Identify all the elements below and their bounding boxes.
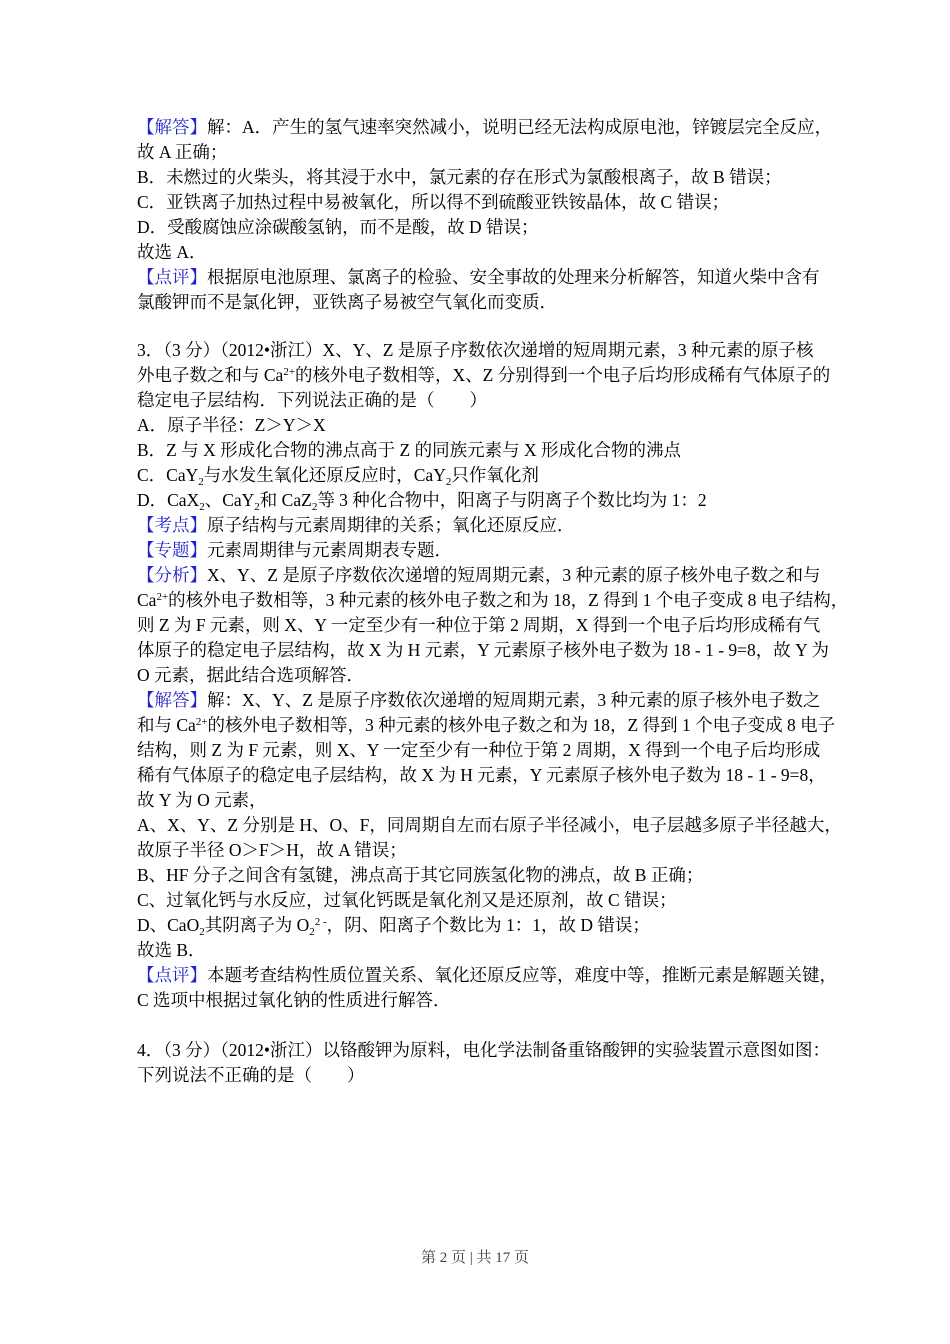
text-run: B．未燃过的火柴头，将其浸于水中，氯元素的存在形式为氯酸根离子，故 B 错误； [137, 167, 782, 187]
q3-answer-text [137, 888, 837, 913]
text-run: B、HF 分子之间含有氢键，沸点高于其它同族氢化物的沸点，故 B 正确； [137, 865, 704, 885]
q2-answer-text [137, 240, 837, 265]
q3-analysis-text [137, 613, 837, 638]
text-run: D．CaX [137, 490, 200, 510]
text-run: 稳定电子层结构．下列说法正确的是（ ） [137, 390, 487, 410]
q3-answer-text [137, 813, 842, 838]
text-run: 下列说法不正确的是（ ） [137, 1065, 365, 1085]
section-label: 【考点】 [137, 515, 207, 535]
q3-option-d [137, 488, 837, 513]
text-run: O 元素，据此结合选项解答． [137, 665, 365, 685]
q3-analysis-text [137, 638, 837, 663]
q2-answer-text [137, 215, 837, 240]
section-label: 【解答】 [137, 690, 207, 710]
text-run: B．Z 与 X 形成化合物的沸点高于 Z 的同族元素与 X 形成化合物的沸点 [137, 440, 681, 460]
text-run: 、CaY [204, 490, 255, 510]
subscript-text: 2 [198, 476, 204, 488]
q3-analysis-text [137, 563, 837, 588]
subscript-text: 2 [254, 501, 260, 513]
q3-analysis-text [137, 663, 837, 688]
text-run: 本题考查结构性质位置关系、氧化还原反应等，难度中等，推断元素是解题关键， [207, 965, 837, 985]
section-label: 【解答】 [137, 117, 207, 137]
text-run: 外电子数之和与 Ca [137, 365, 284, 385]
page-footer [0, 1248, 950, 1268]
text-run: D、CaO [137, 915, 200, 935]
text-run: 的核外电子数相等，3 种元素的核外电子数之和为 18，Z 得到 1 个电子变成 8 电子 [207, 715, 836, 735]
text-run: 其阴离子为 O [204, 915, 310, 935]
section-label: 【点评】 [137, 267, 207, 287]
q3-question-text [137, 388, 837, 413]
text-run: 故选 A． [137, 242, 207, 262]
text-run: 体原子的稳定电子层结构，故 X 为 H 元素，Y 元素原子核外电子数为 18 - 1 - 9=8，故 Y 为 [137, 640, 830, 660]
subscript-text: 2 [309, 926, 315, 938]
section-label: 【点评】 [137, 965, 207, 985]
q3-answer-text [137, 738, 837, 763]
text-run: 稀有气体原子的稳定电子层结构，故 X 为 H 元素，Y 元素原子核外电子数为 18 - 1 - 9=8， [137, 765, 826, 785]
q4-question-text [137, 1038, 837, 1063]
q3-answer-text [137, 863, 837, 888]
q3-answer-text [137, 788, 837, 813]
section-label: 【专题】 [137, 540, 207, 560]
text-run: 解：X、Y、Z 是原子序数依次递增的短周期元素，3 种元素的原子核外电子数之 [207, 690, 821, 710]
section-label: 【分析】 [137, 565, 207, 585]
q2-answer-text [137, 140, 837, 165]
text-run: 结构，则 Z 为 F 元素，则 X、Y 一定至少有一种位于第 2 周期，X 得到一个电子后均形成 [137, 740, 821, 760]
text-run: C、过氧化钙与水反应，过氧化钙既是氧化剂又是还原剂，故 C 错误； [137, 890, 677, 910]
text-run: X、Y、Z 是原子序数依次递增的短周期元素，3 种元素的原子核外电子数之和与 [207, 565, 821, 585]
q3-analysis-text [137, 588, 849, 613]
q3-answer-text [137, 763, 837, 788]
q3-option-c [137, 463, 837, 488]
q3-question-text [137, 363, 837, 388]
subscript-text: 2 [445, 476, 452, 488]
superscript-text: 2 - [314, 916, 327, 928]
text-run: Ca [137, 590, 157, 610]
q3-answer-text [137, 713, 837, 738]
q3-answer-text [137, 938, 837, 963]
text-run: 故原子半径 O＞F＞H，故 A 错误； [137, 840, 407, 860]
text-run: 氯酸钾而不是氯化钾，亚铁离子易被空气氧化而变质． [137, 292, 557, 312]
subscript-text: 2 [199, 501, 205, 513]
text-run: 故选 B． [137, 940, 206, 960]
q3-zhuanti-text [137, 538, 837, 563]
q3-option-a [137, 413, 837, 438]
q2-answer-text [137, 115, 837, 140]
superscript-text: 2+ [156, 591, 169, 603]
text-run: 故 A 正确； [137, 142, 228, 162]
text-run: 的核外电子数相等，X、Z 分别得到一个电子后均形成稀有气体原子的 [295, 365, 831, 385]
q3-answer-text [137, 838, 837, 863]
q3-answer-text [137, 688, 837, 713]
q2-answer-text [137, 165, 837, 190]
text-run: 根据原电池原理、氯离子的检验、安全事故的处理来分析解答，知道火柴中含有 [207, 267, 820, 287]
text-run: 只作氧化剂 [451, 465, 539, 485]
text-run: C 选项中根据过氧化钠的性质进行解答． [137, 990, 451, 1010]
text-run: 4．（3 分）（2012•浙江）以铬酸钾为原料，电化学法制备重铬酸钾的实验装置示意图如图： [137, 1040, 830, 1060]
text-run: C．亚铁离子加热过程中易被氧化，所以得不到硫酸亚铁铵晶体，故 C 错误； [137, 192, 730, 212]
text-run: A．原子半径：Z＞Y＞X [137, 415, 326, 435]
section-gap [137, 1013, 837, 1038]
document-content [137, 115, 849, 1088]
q2-answer-text [137, 190, 837, 215]
section-gap [137, 315, 837, 338]
q3-answer-text [137, 913, 837, 938]
text-run: C．CaY [137, 465, 199, 485]
text-run: D．受酸腐蚀应涂碳酸氢钠，而不是酸，故 D 错误； [137, 217, 539, 237]
page-number-label: 第 2 页 | 共 17 页 [420, 1250, 529, 1266]
q4-question-text [137, 1063, 837, 1088]
text-run: 的核外电子数相等，3 种元素的核外电子数之和为 18，Z 得到 1 个电子变成 8 电子结构， [168, 590, 849, 610]
text-run: 和 CaZ [259, 490, 312, 510]
q2-comment-text [137, 265, 837, 290]
text-run: 原子结构与元素周期律的关系；氧化还原反应． [207, 515, 575, 535]
q3-option-b [137, 438, 837, 463]
superscript-text: 2+ [283, 366, 296, 378]
text-run: 解：A．产生的氢气速率突然减小，说明已经无法构成原电池，锌镀层完全反应， [207, 117, 833, 137]
superscript-text: 2+ [195, 716, 208, 728]
text-run: 则 Z 为 F 元素，则 X、Y 一定至少有一种位于第 2 周期，X 得到一个电子后均形成稀有气 [137, 615, 821, 635]
text-run: A、X、Y、Z 分别是 H、O、F，同周期自左而右原子半径减小，电子层越多原子半径越大， [137, 815, 842, 835]
q3-kaodian-text [137, 513, 837, 538]
q2-comment-text [137, 290, 837, 315]
text-run: 等 3 种化合物中，阳离子与阴离子个数比均为 1：2 [317, 490, 707, 510]
text-run: 与水发生氧化还原反应时，CaY [203, 465, 446, 485]
subscript-text: 2 [199, 926, 205, 938]
text-run: 3．（3 分）（2012•浙江）X、Y、Z 是原子序数依次递增的短周期元素，3 种元素的原子核 [137, 340, 814, 360]
q3-question-text [137, 338, 837, 363]
subscript-text: 2 [311, 501, 318, 513]
text-run: 元素周期律与元素周期表专题． [207, 540, 452, 560]
q3-comment-text [137, 963, 837, 988]
q3-comment-text [137, 988, 837, 1013]
text-run: ，阴、阳离子个数比为 1：1，故 D 错误； [326, 915, 650, 935]
text-run: 故 Y 为 O 元素， [137, 790, 267, 810]
text-run: 和与 Ca [137, 715, 196, 735]
